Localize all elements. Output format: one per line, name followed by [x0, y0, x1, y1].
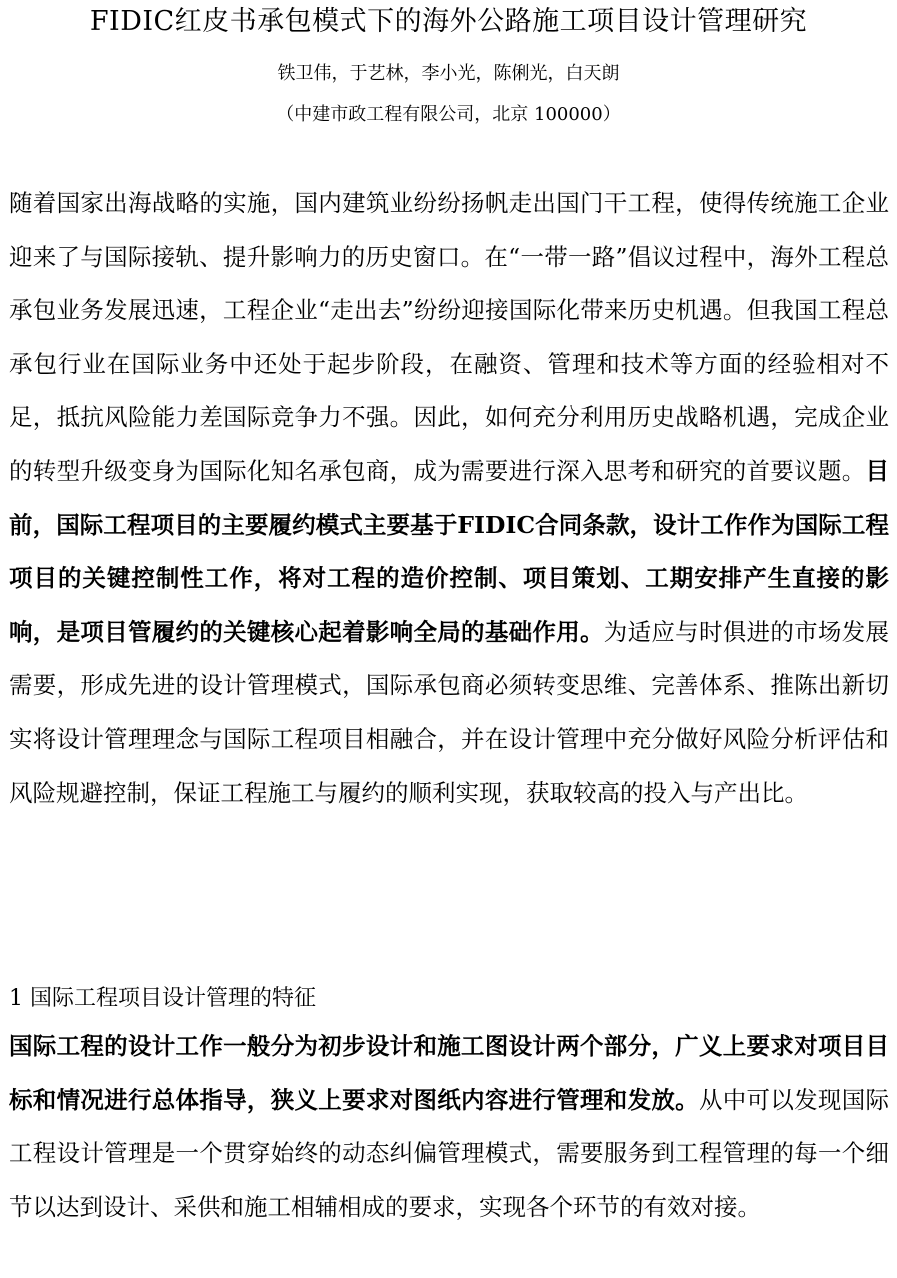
- intro-paragraph: [9, 177, 889, 820]
- paper-title: FIDIC红皮书承包模式下的海外公路施工项目设计管理研究: [89, 6, 808, 37]
- section-heading: 1 国际工程项目设计管理的特征: [9, 986, 316, 1011]
- intro-bold-text: 目前，国际工程项目的主要履约模式主要基于FIDIC合同条款，设计工作作为国际工程项目的关键控制性工作，将对工程的造价控制、项目策划、工期安排产生直接的影响，是项目管履约的关键核心起着影响全局的基础作用。: [9, 456, 889, 646]
- affiliation: （中建市政工程有限公司，北京 100000）: [276, 104, 621, 125]
- intro-text-2: 为适应与时俱进的市场发展需要，形成先进的设计管理模式，国际承包商必须转变思维、完善体系、推陈出新切实将设计管理理念与国际工程项目相融合，并在设计管理中充分做好风险分析评估和风险规避控制，保证工程施工与履约的顺利实现，获取较高的投入与产出比。: [9, 617, 890, 807]
- section-paragraph: [9, 1020, 889, 1234]
- section-text: 从中可以发现国际工程设计管理是一个贯穿始终的动态纠偏管理模式，需要服务到工程管理的每一个细节以达到设计、采供和施工相辅相成的要求，实现各个环节的有效对接。: [9, 1085, 890, 1221]
- section-bold-text: 国际工程的设计工作一般分为初步设计和施工图设计两个部分，广义上要求对项目目标和情况进行总体指导，狭义上要求对图纸内容进行管理和发放。: [9, 1032, 889, 1114]
- author-list: 铁卫伟，于艺林，李小光，陈俐光，白天朗: [277, 63, 620, 84]
- intro-text-1: 随着国家出海战略的实施，国内建筑业纷纷扬帆走出国门干工程，使得传统施工企业迎来了与国际接轨、提升影响力的历史窗口。在“一带一路”倡议过程中，海外工程总承包业务发展迅速，工程企业“走出去”纷纷迎接国际化带来历史机遇。但我国工程总承包行业在国际业务中还处于起步阶段，在融资、管理和技术等方面的经验相对不足，抵抗风险能力差国际竞争力不强。因此，如何充分利用历史战略机遇，完成企业的转型升级变身为国际化知名承包商，成为需要进行深入思考和研究的首要议题。: [9, 189, 889, 485]
